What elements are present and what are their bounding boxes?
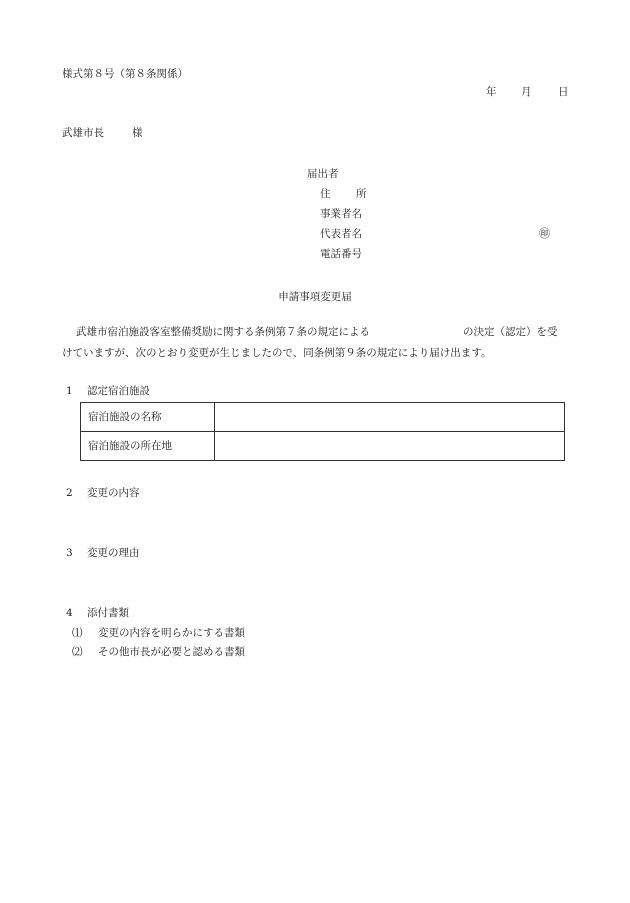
address-label-part1: 住 <box>320 188 331 200</box>
attachment-number: ⑵ <box>72 646 83 658</box>
section-title-attachments: 添付書類 <box>87 607 129 619</box>
form-number: 様式第８号（第８条関係） <box>62 68 188 80</box>
section-title-change-reason: 変更の理由 <box>87 547 140 559</box>
addressee-name: 武雄市長 <box>62 127 104 139</box>
section-number: 3 <box>66 547 73 559</box>
addressee-honorific: 様 <box>132 127 143 139</box>
section-title-certified-facility: 認定宿泊施設 <box>87 385 150 397</box>
body-text-line2: けていますが、次のとおり変更が生じましたので、同条例第９条の規定により届け出ます。 <box>62 347 492 359</box>
date-day-label: 日 <box>558 86 569 98</box>
phone-label: 電話番号 <box>320 248 362 260</box>
seal-icon: ㊞ <box>539 227 550 240</box>
business-name-label: 事業者名 <box>320 208 362 220</box>
section-title-change-content: 変更の内容 <box>87 487 140 499</box>
facility-name-label: 宿泊施設の名称 <box>81 403 215 432</box>
section-number: 4 <box>66 607 73 619</box>
address-label-part2: 所 <box>356 188 367 200</box>
representative-label: 代表者名 <box>320 228 362 240</box>
date-month-label: 月 <box>521 86 532 98</box>
section-number: 2 <box>66 487 73 499</box>
body-text-line1-part2: の決定（認定）を受 <box>463 326 558 338</box>
facility-address-label: 宿泊施設の所在地 <box>81 432 215 461</box>
date-year-label: 年 <box>486 86 497 98</box>
notifier-heading: 届出者 <box>307 168 339 180</box>
body-text-line1-part1: 武雄市宿泊施設客室整備奨励に関する条例第７条の規定による <box>76 326 370 338</box>
attachment-number: ⑴ <box>72 627 83 639</box>
section-number: 1 <box>66 385 73 397</box>
facility-address-value[interactable] <box>215 432 565 461</box>
table-row <box>81 403 565 432</box>
facility-name-value[interactable] <box>215 403 565 432</box>
attachment-item: 変更の内容を明らかにする書類 <box>98 627 245 639</box>
table-row <box>81 432 565 461</box>
attachment-item: その他市長が必要と認める書類 <box>98 646 245 658</box>
document-title: 申請事項変更届 <box>278 291 352 303</box>
facility-table <box>80 402 565 461</box>
